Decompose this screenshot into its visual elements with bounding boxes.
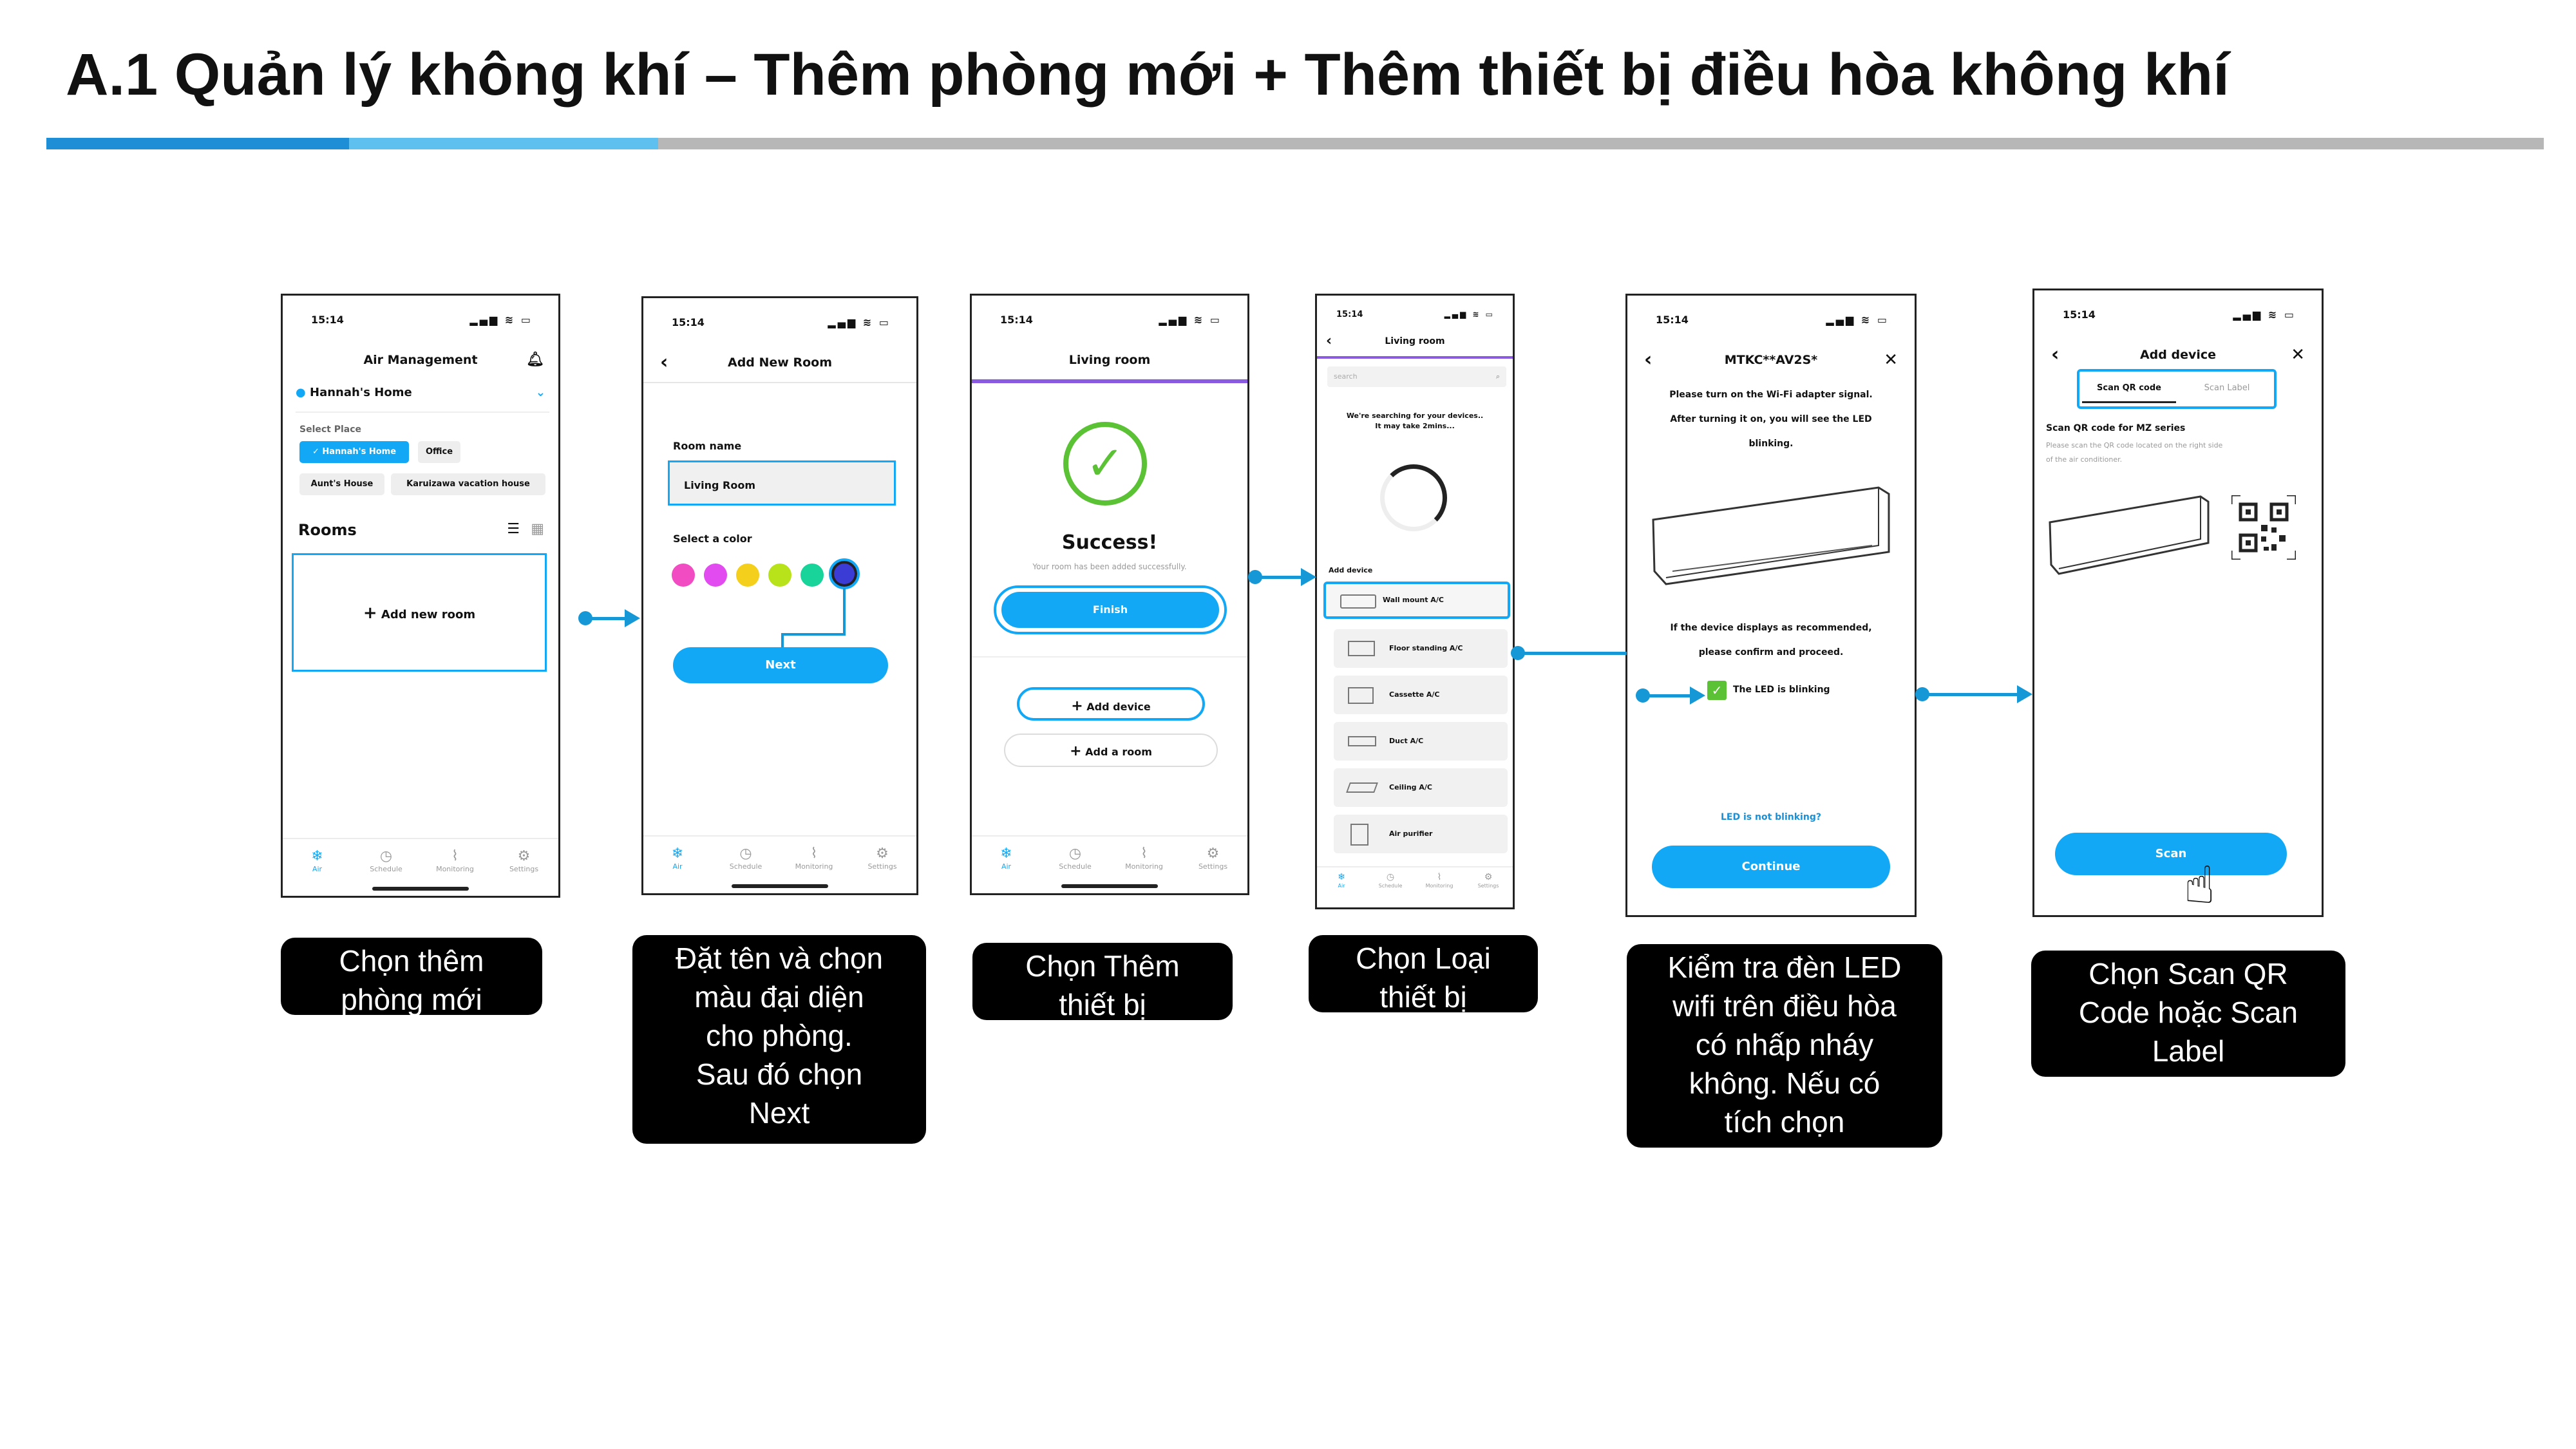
phone-screen-add-new-room: [641, 296, 918, 895]
instruction-line-5: please confirm and proceed.: [1698, 647, 1844, 658]
header: [1317, 327, 1513, 359]
add-device-button[interactable]: + Add device: [1017, 687, 1205, 721]
plus-icon: +: [363, 603, 377, 623]
phone-screen-air-management: [281, 294, 560, 898]
led-blinking-checkbox[interactable]: ✓: [1707, 681, 1727, 700]
flow-arrow-4: [1922, 693, 2020, 696]
tab-monitoring[interactable]: ⌇ Monitoring: [1110, 846, 1179, 871]
phone-screen-device-types: [1315, 294, 1515, 909]
caption-step-1: Chọn thêm phòng mới: [281, 938, 542, 1015]
status-bar: 15:14 ▂▄▆ ≋ ▭: [2063, 308, 2296, 321]
page-title: A.1 Quản lý không khí – Thêm phòng mới + Thêm thiết bị điều hòa không khí: [66, 42, 2230, 108]
tab-bar: [283, 838, 558, 884]
add-new-room-label: Add new room: [381, 608, 476, 621]
clock-icon: ◷: [1386, 872, 1395, 882]
device-item-duct[interactable]: Duct A/C: [1334, 722, 1508, 761]
grid-view-icon[interactable]: ▦: [531, 521, 544, 537]
success-subtitle: Your room has been added successfully.: [1032, 562, 1187, 571]
fan-icon: ❄: [1000, 846, 1012, 862]
home-indicator: [1061, 884, 1158, 888]
device-item-ceiling[interactable]: Ceiling A/C: [1334, 768, 1508, 807]
tab-bar: [1317, 866, 1513, 900]
back-icon[interactable]: ‹: [660, 351, 668, 374]
header: [283, 341, 558, 379]
searching-text: We're searching for your devices..: [1346, 412, 1484, 420]
tab-settings[interactable]: ⚙ Settings: [489, 848, 558, 873]
scan-button[interactable]: Scan: [2055, 833, 2287, 875]
home-name: Hannah's Home: [310, 386, 412, 399]
screen-title: MTKC**AV2S*: [1724, 353, 1818, 367]
place-chip-aunts-house[interactable]: Aunt's House: [299, 473, 384, 495]
air-conditioner-illustration: [2046, 484, 2220, 580]
ceiling-ac-icon: [1346, 782, 1378, 793]
floor-ac-icon: [1348, 641, 1375, 656]
instruction-line-1: Please turn on the Wi-Fi adapter signal.: [1669, 390, 1873, 400]
finish-button[interactable]: Finish: [1001, 592, 1219, 628]
scan-description-1: Please scan the QR code located on the right side: [2046, 441, 2223, 450]
tab-scan-label[interactable]: Scan Label: [2204, 383, 2250, 393]
instruction-line-4: If the device displays as recommended,: [1670, 623, 1872, 633]
led-not-blinking-link[interactable]: LED is not blinking?: [1721, 812, 1821, 822]
loading-spinner-icon: [1380, 464, 1447, 531]
screen-title: Add New Room: [727, 355, 832, 370]
scan-description-2: of the air conditioner.: [2046, 455, 2123, 464]
status-bar: 15:14 ▂▄▆ ≋ ▭: [1656, 314, 1889, 326]
back-icon[interactable]: ‹: [1326, 333, 1332, 349]
device-item-floor-standing[interactable]: Floor standing A/C: [1334, 629, 1508, 668]
screen-title: Living room: [1385, 336, 1445, 346]
screen-title: Living room: [1068, 353, 1151, 367]
gear-icon: ⚙: [517, 848, 531, 864]
home-indicator: [732, 884, 828, 888]
wall-ac-icon: [1340, 594, 1376, 609]
device-item-cassette[interactable]: Cassette A/C: [1334, 676, 1508, 714]
tab-air[interactable]: ❄ Air: [1317, 871, 1366, 889]
gear-icon: ⚙: [876, 846, 889, 862]
divider: [972, 656, 1247, 658]
chart-icon: ⌇: [451, 848, 459, 864]
instruction-line-2: After turning it on, you will see the LED: [1670, 414, 1872, 424]
scan-mode-tabs: [2077, 369, 2277, 409]
flow-arrow-1: [585, 617, 627, 620]
phone-screen-led-check: [1625, 294, 1917, 917]
list-view-icon[interactable]: ☰: [507, 521, 520, 537]
air-purifier-icon: [1350, 824, 1368, 846]
chart-icon: ⌇: [1141, 846, 1148, 862]
status-bar: 15:14 ▂▄▆ ≋ ▭: [1336, 310, 1495, 319]
next-button[interactable]: Next: [673, 647, 888, 683]
searching-subtext: It may take 2mins...: [1375, 422, 1455, 430]
duct-ac-icon: [1348, 736, 1376, 746]
screen-title: Air Management: [363, 353, 478, 367]
chevron-down-icon: ⌄: [535, 386, 545, 399]
add-room-button[interactable]: + Add a room: [1004, 734, 1218, 767]
title-rule-dark: [46, 138, 349, 149]
flow-arrow-2: [1255, 576, 1303, 579]
plus-icon: +: [1071, 698, 1083, 714]
cassette-ac-icon: [1348, 687, 1374, 704]
caption-step-3: Chọn Thêm thiết bị: [972, 943, 1233, 1020]
place-chip-office[interactable]: Office: [418, 441, 460, 463]
scan-heading: Scan QR code for MZ series: [2046, 423, 2186, 433]
caption-step-4: Chọn Loại thiết bị: [1309, 935, 1538, 1012]
chart-icon: ⌇: [1437, 872, 1442, 882]
air-conditioner-illustration: [1647, 475, 1904, 603]
plus-icon: +: [1070, 743, 1082, 759]
caption-step-2: Đặt tên và chọn màu đại diện cho phòng. Sau đó chọn Next: [632, 935, 926, 1144]
add-new-room-card[interactable]: [292, 553, 547, 672]
clock-icon: ◷: [739, 846, 752, 862]
check-circle-icon: ✓: [1063, 422, 1147, 506]
tab-air[interactable]: ❄ Air: [283, 848, 352, 873]
tab-schedule[interactable]: ◷ Schedule: [352, 848, 421, 873]
place-chip-karuizawa[interactable]: Karuizawa vacation house: [391, 473, 545, 495]
gear-icon: ⚙: [1484, 872, 1493, 882]
tab-air[interactable]: ❄ Air: [972, 846, 1041, 871]
device-item-air-purifier[interactable]: Air purifier: [1334, 815, 1508, 853]
header: [1627, 341, 1915, 379]
bell-icon[interactable]: 🔔︎: [526, 352, 544, 368]
connector-arrow-to-next: [643, 298, 918, 685]
tab-settings[interactable]: ⚙ Settings: [1179, 846, 1247, 871]
phone-screen-scan-qr: [2032, 289, 2324, 917]
tab-schedule[interactable]: ◷ Schedule: [1366, 871, 1415, 889]
title-rule-light: [349, 138, 658, 149]
search-input[interactable]: search ⌕: [1327, 366, 1506, 387]
tab-monitoring[interactable]: ⌇ Monitoring: [1415, 871, 1464, 889]
status-bar: 15:14 ▂▄▆ ≋ ▭: [1000, 314, 1222, 326]
tab-schedule[interactable]: ◷ Schedule: [712, 846, 780, 871]
gear-icon: ⚙: [1206, 846, 1220, 862]
clock-icon: ◷: [379, 848, 393, 864]
header: [972, 341, 1247, 383]
title-rule-gray: [658, 138, 2544, 149]
select-color-label: Select a color: [673, 533, 752, 545]
tab-monitoring[interactable]: ⌇ Monitoring: [421, 848, 489, 873]
home-indicator: [372, 887, 469, 891]
tab-bar: [643, 835, 916, 882]
fan-icon: ❄: [1338, 872, 1345, 882]
flow-arrow-3a: [1517, 652, 1627, 655]
success-title: Success!: [1061, 531, 1158, 554]
tab-bar: [972, 835, 1247, 882]
back-icon[interactable]: ‹: [2051, 343, 2060, 366]
back-icon[interactable]: ‹: [1644, 348, 1653, 371]
device-item-wall-mount[interactable]: Wall mount A/C: [1323, 582, 1510, 619]
fan-icon: ❄: [311, 848, 323, 864]
select-place-label: Select Place: [299, 424, 362, 435]
room-name-input[interactable]: Living Room: [668, 460, 896, 506]
phone-screen-success: [970, 294, 1249, 895]
instruction-line-3: blinking.: [1748, 439, 1794, 449]
screen-title: Add device: [2139, 348, 2217, 362]
home-selector[interactable]: [296, 386, 549, 413]
room-name-label: Room name: [673, 440, 742, 452]
tab-scan-qr-code[interactable]: Scan QR code: [2082, 375, 2176, 403]
fan-icon: ❄: [671, 846, 684, 862]
close-icon[interactable]: ✕: [1884, 350, 1898, 370]
qr-code-icon: [2231, 495, 2296, 560]
tab-monitoring[interactable]: ⌇ Monitoring: [780, 846, 848, 871]
close-icon[interactable]: ✕: [2291, 345, 2305, 365]
status-bar: 15:14 ▂▄▆ ≋ ▭: [672, 316, 891, 328]
chart-icon: ⌇: [810, 846, 818, 862]
location-pin-icon: ●: [296, 386, 306, 399]
tab-settings[interactable]: ⚙ Settings: [848, 846, 916, 871]
rooms-heading: Rooms: [298, 521, 357, 539]
add-device-heading: Add device: [1329, 566, 1373, 574]
pointer-hand-icon: ☝: [2184, 855, 2215, 915]
tab-schedule[interactable]: ◷ Schedule: [1041, 846, 1110, 871]
caption-step-6: Chọn Scan QR Code hoặc Scan Label: [2031, 951, 2345, 1077]
caption-step-5: Kiểm tra đèn LED wifi trên điều hòa có nhấp nháy không. Nếu có tích chọn: [1627, 944, 1942, 1148]
header: [2034, 336, 2322, 374]
status-bar: 15:14 ▂▄▆ ≋ ▭: [311, 314, 533, 326]
led-blinking-label: The LED is blinking: [1733, 685, 1830, 695]
tab-air[interactable]: ❄ Air: [643, 846, 712, 871]
search-icon: ⌕: [1495, 372, 1500, 381]
place-chip-hannahs-home[interactable]: ✓ Hannah's Home: [299, 441, 409, 463]
clock-icon: ◷: [1068, 846, 1082, 862]
continue-button[interactable]: Continue: [1652, 846, 1890, 888]
flow-arrow-3b: [1642, 694, 1692, 697]
tab-settings[interactable]: ⚙ Settings: [1464, 871, 1513, 889]
